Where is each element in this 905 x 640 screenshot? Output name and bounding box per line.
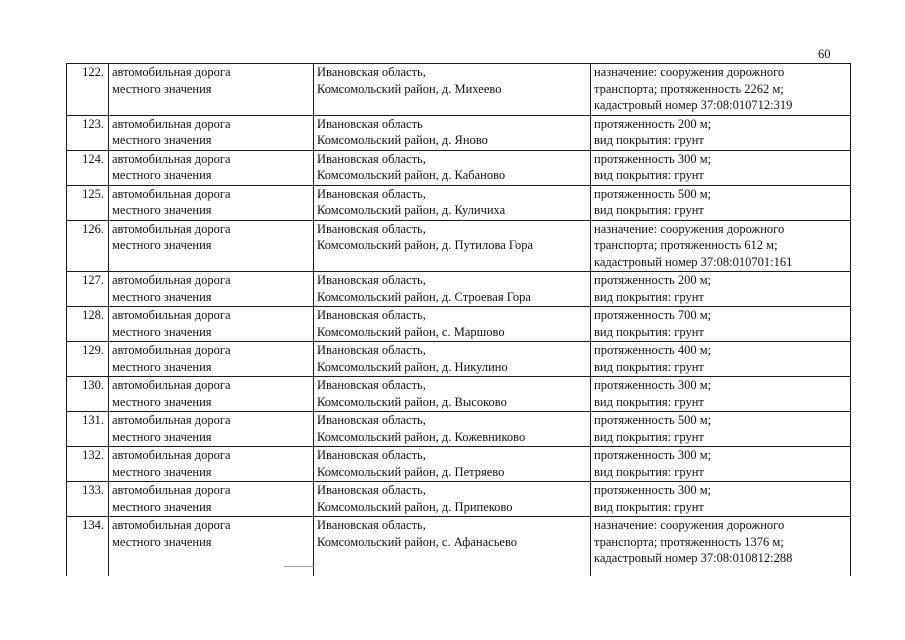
- location-line: Комсомольский район, д. Михеево: [317, 81, 502, 96]
- object-name-line: местного значения: [112, 168, 212, 182]
- table-row: [67, 517, 851, 577]
- object-name-line: автомобильная дорога: [112, 448, 231, 462]
- object-name-line: местного значения: [112, 324, 212, 339]
- table-row: [67, 272, 851, 307]
- object-name-line: автомобильная дорога: [112, 483, 231, 497]
- location-line: Комсомольский район, д. Путилова Гора: [317, 238, 534, 252]
- object-name-cell: [109, 150, 314, 185]
- object-name-cell: [109, 517, 314, 577]
- details-line: назначение: сооружения дорожного: [594, 221, 785, 236]
- location-cell: [314, 150, 591, 185]
- details-line: вид покрытия: грунт: [594, 324, 704, 339]
- details-line: вид покрытия: грунт: [594, 464, 704, 479]
- details-cell: [591, 272, 851, 307]
- object-name-line: местного значения: [112, 534, 212, 549]
- row-number: 122.: [67, 64, 109, 116]
- details-line: вид покрытия: грунт: [594, 289, 704, 304]
- object-name-line: автомобильная дорога: [112, 186, 231, 201]
- location-cell: [314, 517, 591, 577]
- location-line: Ивановская область,: [317, 518, 426, 532]
- object-name-line: автомобильная дорога: [112, 518, 231, 532]
- object-name-line: местного значения: [112, 429, 212, 444]
- location-line: Ивановская область,: [317, 308, 426, 322]
- row-number: 123.: [67, 115, 109, 150]
- details-cell: [591, 412, 851, 447]
- object-name-cell: [109, 412, 314, 447]
- details-line: протяженность 300 м;: [594, 483, 712, 497]
- details-line: транспорта; протяженность 2262 м;: [594, 81, 784, 96]
- details-cell: [591, 447, 851, 482]
- details-line: вид покрытия: грунт: [594, 359, 704, 374]
- details-line: транспорта; протяженность 1376 м;: [594, 534, 784, 549]
- location-line: Комсомольский район, д. Яново: [317, 133, 488, 147]
- details-line: транспорта; протяженность 612 м;: [594, 238, 778, 252]
- details-line: протяженность 300 м;: [594, 448, 712, 462]
- object-name-line: местного значения: [112, 133, 212, 147]
- object-name-cell: [109, 342, 314, 377]
- object-name-line: автомобильная дорога: [112, 343, 231, 357]
- object-name-line: автомобильная дорога: [112, 378, 231, 392]
- location-line: Комсомольский район, д. Петряево: [317, 464, 505, 479]
- registry-body: [67, 64, 851, 577]
- location-line: Комсомольский район, с. Маршово: [317, 324, 505, 339]
- scan-artifact-mark: [284, 566, 314, 567]
- location-line: Комсомольский район, д. Кожевниково: [317, 429, 526, 444]
- location-cell: [314, 447, 591, 482]
- object-name-cell: [109, 220, 314, 272]
- table-row: [67, 115, 851, 150]
- location-line: Ивановская область,: [317, 413, 426, 427]
- details-cell: [591, 115, 851, 150]
- details-line: протяженность 200 м;: [594, 116, 712, 131]
- details-line: вид покрытия: грунт: [594, 203, 704, 217]
- location-line: Ивановская область,: [317, 273, 426, 287]
- location-cell: [314, 185, 591, 220]
- location-line: Комсомольский район, д. Припеково: [317, 499, 513, 514]
- table-row: [67, 412, 851, 447]
- road-registry-table: [66, 63, 851, 576]
- object-name-cell: [109, 482, 314, 517]
- table-row: [67, 220, 851, 272]
- details-line: вид покрытия: грунт: [594, 168, 704, 182]
- location-line: Комсомольский район, д. Строевая Гора: [317, 289, 531, 304]
- table-row: [67, 482, 851, 517]
- details-line: кадастровый номер 37:08:010712:319: [594, 98, 793, 112]
- table-row: [67, 377, 851, 412]
- object-name-line: местного значения: [112, 81, 212, 96]
- row-number: 131.: [67, 412, 109, 447]
- object-name-cell: [109, 185, 314, 220]
- location-line: Ивановская область,: [317, 448, 426, 462]
- details-cell: [591, 342, 851, 377]
- object-name-line: автомобильная дорога: [112, 116, 231, 131]
- row-number: 125.: [67, 185, 109, 220]
- table-row: [67, 185, 851, 220]
- details-line: протяженность 500 м;: [594, 413, 712, 427]
- details-line: протяженность 500 м;: [594, 186, 712, 201]
- location-cell: [314, 64, 591, 116]
- details-line: протяженность 300 м;: [594, 151, 712, 166]
- object-name-line: местного значения: [112, 238, 212, 252]
- details-cell: [591, 220, 851, 272]
- location-cell: [314, 307, 591, 342]
- location-line: Комсомольский район, д. Куличиха: [317, 203, 506, 217]
- details-line: вид покрытия: грунт: [594, 133, 704, 147]
- object-name-line: местного значения: [112, 394, 212, 409]
- location-line: Ивановская область,: [317, 65, 426, 79]
- row-number: 134.: [67, 517, 109, 577]
- location-line: Комсомольский район, с. Афанасьево: [317, 534, 518, 549]
- row-number: 130.: [67, 377, 109, 412]
- details-cell: [591, 377, 851, 412]
- object-name-line: автомобильная дорога: [112, 413, 231, 427]
- page-number: 60: [818, 47, 831, 61]
- location-cell: [314, 220, 591, 272]
- details-cell: [591, 307, 851, 342]
- details-line: протяженность 300 м;: [594, 378, 712, 392]
- object-name-line: автомобильная дорога: [112, 65, 231, 79]
- details-line: вид покрытия: грунт: [594, 499, 704, 514]
- location-line: Ивановская область,: [317, 221, 426, 236]
- object-name-line: автомобильная дорога: [112, 308, 231, 322]
- location-line: Ивановская область,: [317, 186, 426, 201]
- object-name-line: местного значения: [112, 203, 212, 217]
- location-line: Ивановская область,: [317, 343, 426, 357]
- row-number: 126.: [67, 220, 109, 272]
- object-name-line: автомобильная дорога: [112, 273, 231, 287]
- object-name-line: местного значения: [112, 464, 212, 479]
- table-row: [67, 342, 851, 377]
- details-line: вид покрытия: грунт: [594, 429, 704, 444]
- details-line: протяженность 700 м;: [594, 308, 712, 322]
- location-line: Ивановская область,: [317, 483, 426, 497]
- object-name-line: местного значения: [112, 499, 212, 514]
- table-row: [67, 64, 851, 116]
- location-cell: [314, 377, 591, 412]
- row-number: 127.: [67, 272, 109, 307]
- location-line: Ивановская область,: [317, 378, 426, 392]
- table-row: [67, 307, 851, 342]
- table-row: [67, 447, 851, 482]
- location-line: Комсомольский район, д. Никулино: [317, 359, 508, 374]
- object-name-line: автомобильная дорога: [112, 221, 231, 236]
- row-number: 133.: [67, 482, 109, 517]
- object-name-cell: [109, 377, 314, 412]
- object-name-line: автомобильная дорога: [112, 151, 231, 166]
- location-line: Ивановская область,: [317, 151, 426, 166]
- details-line: вид покрытия: грунт: [594, 394, 704, 409]
- details-cell: [591, 517, 851, 577]
- location-cell: [314, 412, 591, 447]
- object-name-cell: [109, 115, 314, 150]
- details-line: протяженность 200 м;: [594, 273, 712, 287]
- location-cell: [314, 272, 591, 307]
- object-name-cell: [109, 64, 314, 116]
- object-name-line: местного значения: [112, 289, 212, 304]
- details-line: протяженность 400 м;: [594, 343, 712, 357]
- object-name-line: местного значения: [112, 359, 212, 374]
- location-cell: [314, 342, 591, 377]
- row-number: 124.: [67, 150, 109, 185]
- details-line: назначение: сооружения дорожного: [594, 65, 785, 79]
- row-number: 128.: [67, 307, 109, 342]
- location-cell: [314, 115, 591, 150]
- location-line: Комсомольский район, д. Кабаново: [317, 168, 506, 182]
- details-cell: [591, 150, 851, 185]
- object-name-cell: [109, 447, 314, 482]
- details-cell: [591, 482, 851, 517]
- object-name-cell: [109, 272, 314, 307]
- details-line: назначение: сооружения дорожного: [594, 518, 785, 532]
- details-cell: [591, 185, 851, 220]
- details-cell: [591, 64, 851, 116]
- row-number: 132.: [67, 447, 109, 482]
- details-line: кадастровый номер 37:08:010701:161: [594, 254, 793, 269]
- table-row: [67, 150, 851, 185]
- object-name-cell: [109, 307, 314, 342]
- location-line: Ивановская область: [317, 116, 423, 131]
- location-cell: [314, 482, 591, 517]
- location-line: Комсомольский район, д. Высоково: [317, 394, 507, 409]
- row-number: 129.: [67, 342, 109, 377]
- details-line: кадастровый номер 37:08:010812:288: [594, 551, 793, 565]
